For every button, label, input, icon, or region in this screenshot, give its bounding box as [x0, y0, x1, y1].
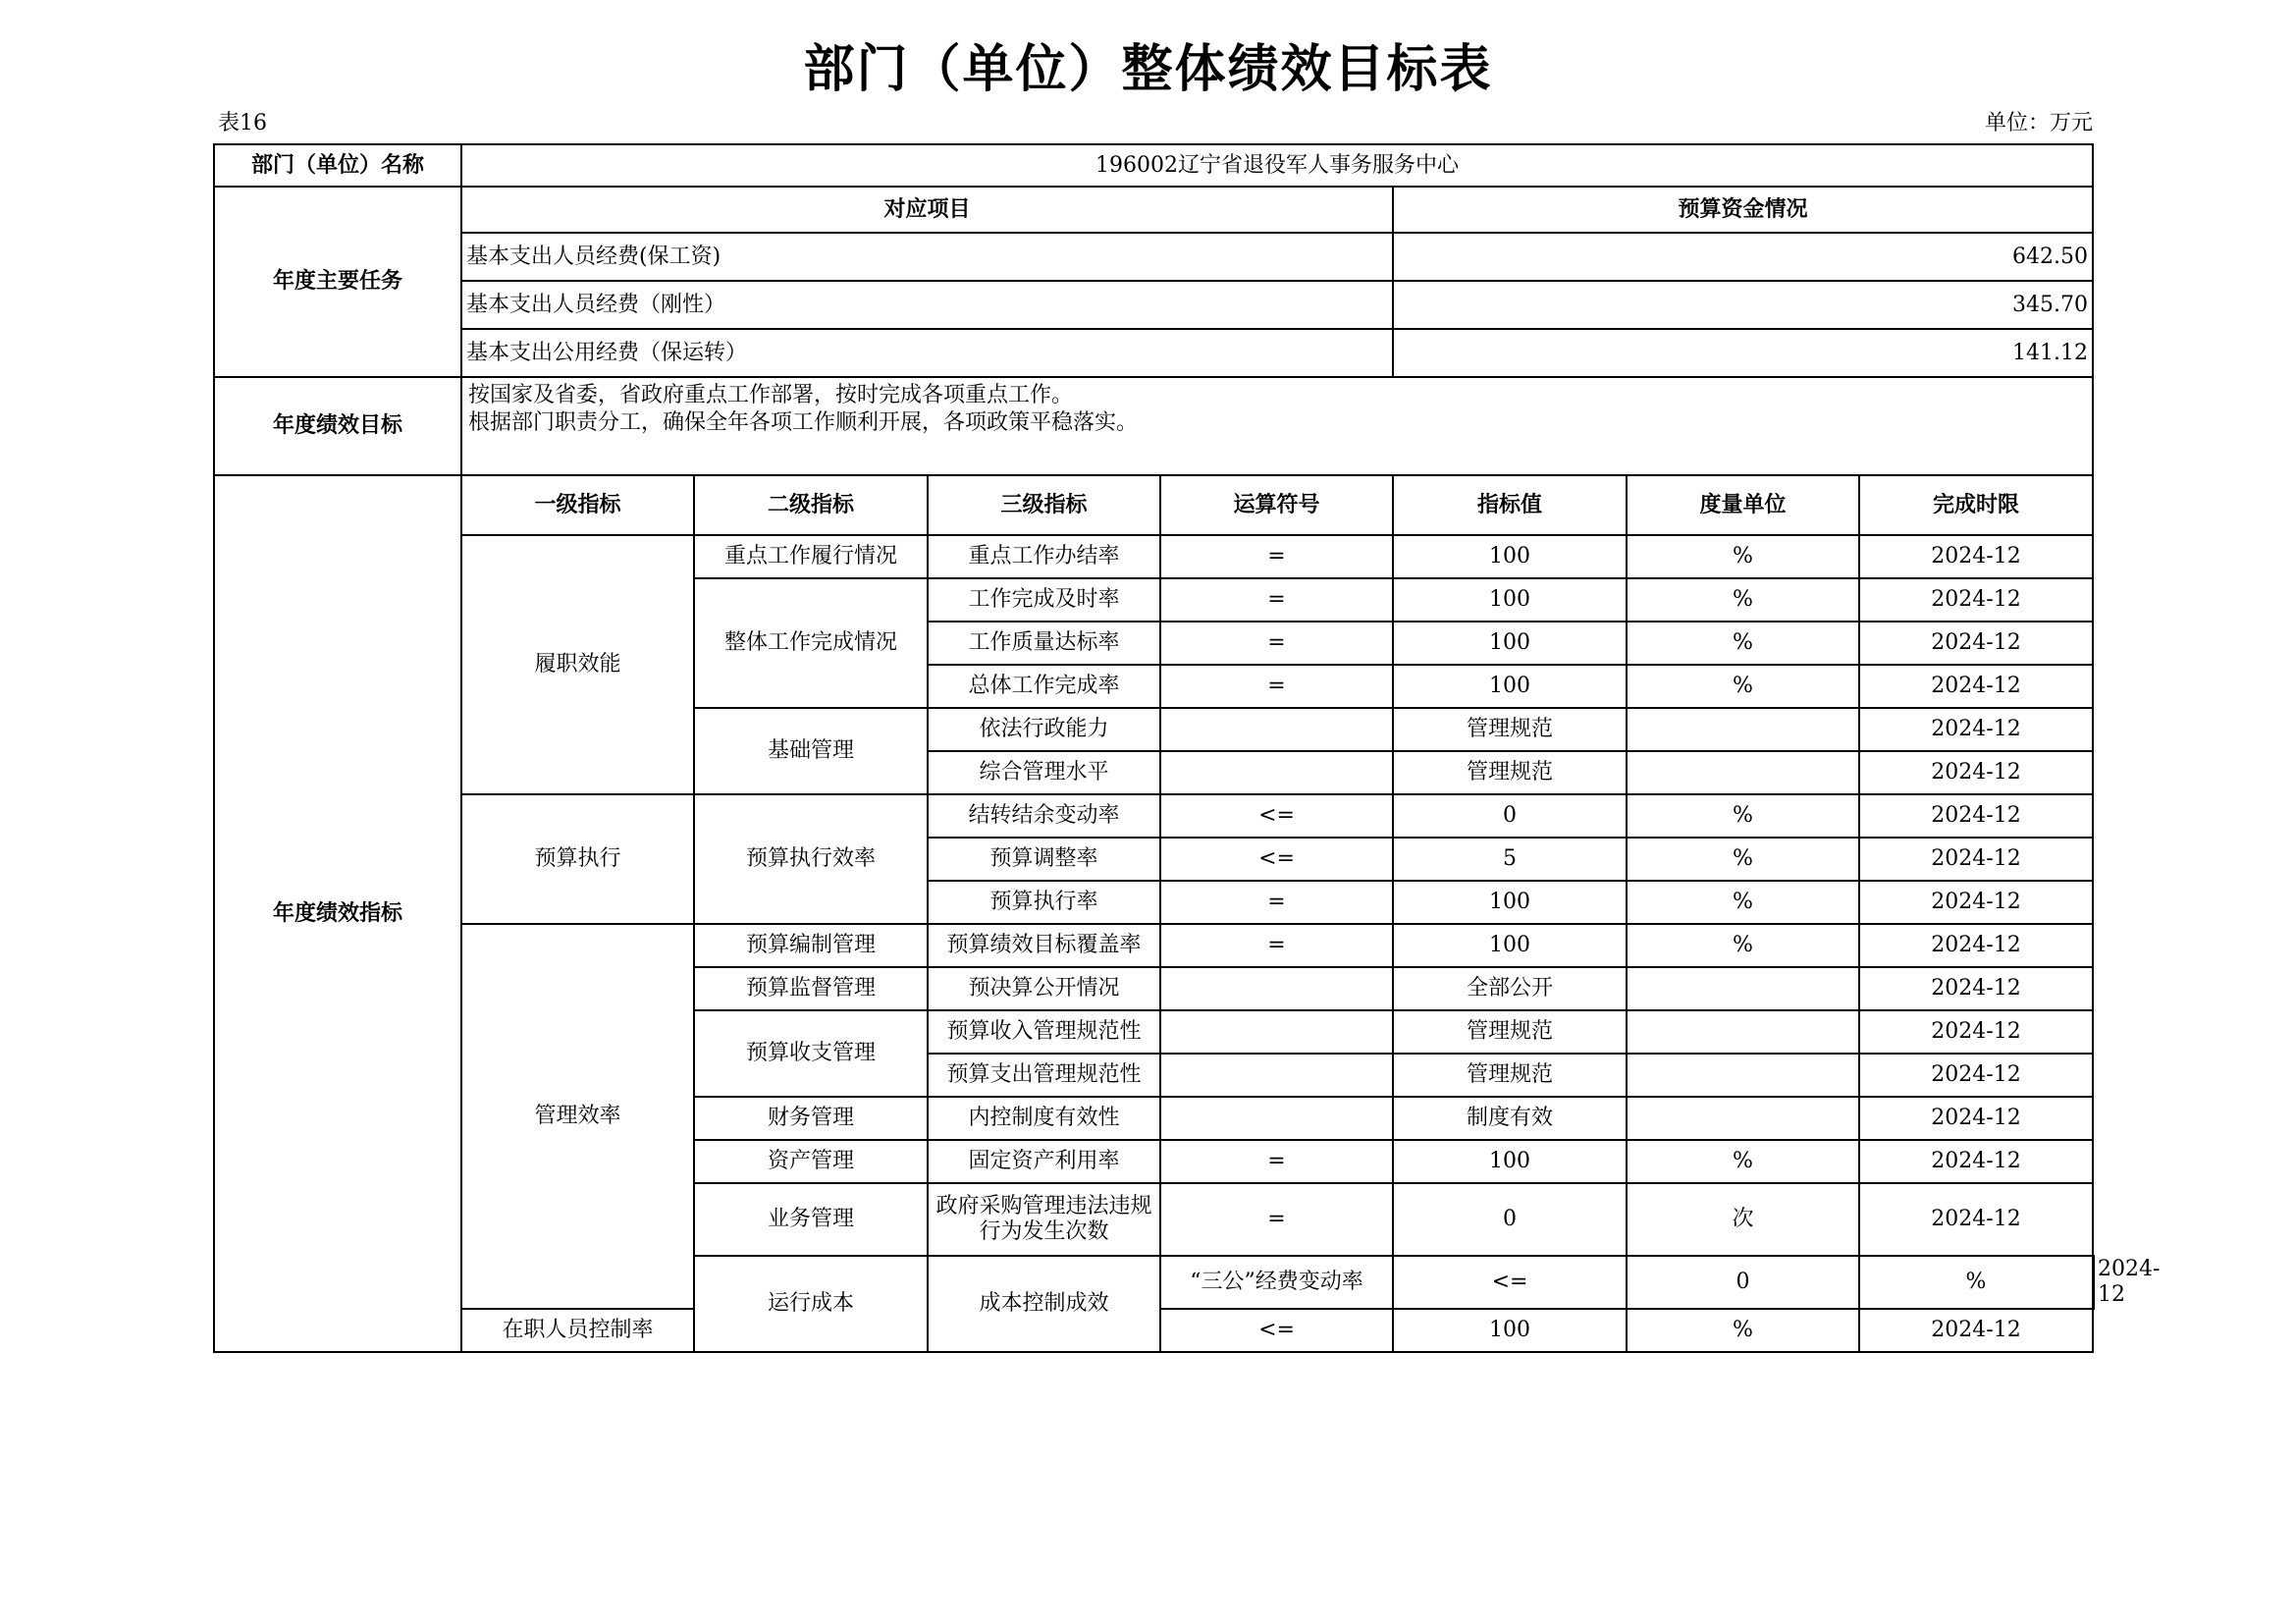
level3-cell: 依法行政能力 [928, 708, 1160, 751]
deadline-cell: 2024-12 [1859, 751, 2093, 794]
deadline-cell: 2024-12 [1859, 622, 2093, 665]
operator-cell [1160, 708, 1393, 751]
level3-cell: 总体工作完成率 [928, 665, 1160, 708]
deadline-cell: 2024-12 [1859, 967, 2093, 1010]
level3-cell: 固定资产利用率 [928, 1140, 1160, 1183]
page-title: 部门（单位）整体绩效目标表 [803, 40, 1493, 99]
task-item: 基本支出公用经费（保运转） [461, 329, 1393, 377]
deadline-cell: 2024-12 [1859, 665, 2093, 708]
value-cell: 100 [1393, 1309, 1627, 1352]
level3-cell: 内控制度有效性 [928, 1097, 1160, 1140]
deadline-cell: 2024-12 [1859, 535, 2093, 578]
task-amount: 141.12 [1393, 329, 2093, 377]
deadline-cell: 2024-12 [1859, 1054, 2093, 1097]
operator-cell: = [1160, 535, 1393, 578]
operator-cell [1160, 1097, 1393, 1140]
deadline-cell: 2024-12 [1859, 838, 2093, 881]
header-unit: 度量单位 [1627, 475, 1859, 535]
col-header-item: 对应项目 [461, 187, 1393, 233]
col-header-budget: 预算资金情况 [1393, 187, 2093, 233]
level3-cell: 预算支出管理规范性 [928, 1054, 1160, 1097]
operator-cell: <= [1160, 794, 1393, 838]
unit-cell: % [1627, 535, 1859, 578]
goal-line: 根据部门职责分工，确保全年各项工作顺利开展，各项政策平稳落实。 [468, 410, 1139, 435]
value-cell: 100 [1393, 622, 1627, 665]
header-operator: 运算符号 [1160, 475, 1393, 535]
level3-cell: 在职人员控制率 [461, 1309, 694, 1352]
value-cell: 全部公开 [1393, 967, 1627, 1010]
level3-cell: 重点工作办结率 [928, 535, 1160, 578]
operator-cell: = [1160, 622, 1393, 665]
value-cell: 管理规范 [1393, 1010, 1627, 1054]
deadline-cell: 2024-12 [1859, 924, 2093, 967]
value-cell: 制度有效 [1393, 1097, 1627, 1140]
dept-name-label: 部门（单位）名称 [214, 144, 461, 187]
unit-cell [1627, 967, 1859, 1010]
unit-cell: % [1627, 794, 1859, 838]
level2-cell: 资产管理 [694, 1140, 928, 1183]
value-cell: 管理规范 [1393, 708, 1627, 751]
level2-cell: 整体工作完成情况 [694, 578, 928, 708]
level2-cell: 业务管理 [694, 1183, 928, 1256]
operator-cell: = [1160, 924, 1393, 967]
value-cell: 0 [1627, 1256, 1859, 1309]
deadline-cell: 2024-12 [1859, 1097, 2093, 1140]
level2-cell: 基础管理 [694, 708, 928, 794]
level3-cell: 结转结余变动率 [928, 794, 1160, 838]
value-cell: 5 [1393, 838, 1627, 881]
level3-cell: 工作质量达标率 [928, 622, 1160, 665]
unit-cell: % [1627, 578, 1859, 622]
task-item: 基本支出人员经费(保工资) [461, 233, 1393, 281]
level2-cell: 重点工作履行情况 [694, 535, 928, 578]
operator-cell [1160, 1010, 1393, 1054]
unit-cell: % [1627, 881, 1859, 924]
value-cell: 管理规范 [1393, 751, 1627, 794]
deadline-cell: 2024-12 [1859, 794, 2093, 838]
value-cell: 0 [1393, 794, 1627, 838]
level3-cell: 预决算公开情况 [928, 967, 1160, 1010]
level1-cell: 预算执行 [461, 794, 694, 924]
deadline-cell: 2024-12 [1859, 1010, 2093, 1054]
level1-cell: 管理效率 [461, 924, 694, 1309]
level3-cell: 预算绩效目标覆盖率 [928, 924, 1160, 967]
unit-cell: % [1627, 622, 1859, 665]
deadline-cell: 2024-12 [1859, 881, 2093, 924]
header-level1: 一级指标 [461, 475, 694, 535]
performance-target-table [213, 143, 2161, 1353]
level2-cell: 预算执行效率 [694, 794, 928, 924]
dept-name-value: 196002辽宁省退役军人事务服务中心 [461, 144, 2093, 187]
operator-cell [1160, 751, 1393, 794]
operator-cell [1160, 967, 1393, 1010]
operator-cell [1160, 1054, 1393, 1097]
level3-cell: 预算收入管理规范性 [928, 1010, 1160, 1054]
unit-cell: % [1627, 1140, 1859, 1183]
value-cell: 100 [1393, 881, 1627, 924]
indicator-row [214, 924, 2094, 967]
unit-cell: % [1627, 924, 1859, 967]
deadline-cell: 2024-12 [1859, 708, 2093, 751]
unit-cell: % [1627, 838, 1859, 881]
unit-cell [1627, 751, 1859, 794]
unit-cell [1627, 1010, 1859, 1054]
value-cell: 100 [1393, 535, 1627, 578]
header-deadline: 完成时限 [1859, 475, 2093, 535]
header-level2: 二级指标 [694, 475, 928, 535]
unit-cell: % [1627, 665, 1859, 708]
task-amount: 345.70 [1393, 281, 2093, 329]
level1-cell: 运行成本 [694, 1256, 928, 1352]
value-cell: 0 [1393, 1183, 1627, 1256]
level2-cell: 预算收支管理 [694, 1010, 928, 1097]
level3-cell: 综合管理水平 [928, 751, 1160, 794]
annual-tasks-label: 年度主要任务 [214, 187, 461, 377]
header-value: 指标值 [1393, 475, 1627, 535]
level2-cell: 预算编制管理 [694, 924, 928, 967]
unit-cell [1627, 1097, 1859, 1140]
unit-cell [1627, 708, 1859, 751]
operator-cell: = [1160, 1183, 1393, 1256]
unit-cell: 次 [1627, 1183, 1859, 1256]
annual-goal-label: 年度绩效目标 [214, 377, 461, 475]
level2-cell: 财务管理 [694, 1097, 928, 1140]
level2-cell: 预算监督管理 [694, 967, 928, 1010]
value-cell: 100 [1393, 924, 1627, 967]
operator-cell: <= [1160, 838, 1393, 881]
level3-cell: 工作完成及时率 [928, 578, 1160, 622]
task-amount: 642.50 [1393, 233, 2093, 281]
operator-cell: = [1160, 1140, 1393, 1183]
goal-line: 按国家及省委，省政府重点工作部署，按时完成各项重点工作。 [468, 383, 1074, 407]
unit-cell [1627, 1054, 1859, 1097]
unit-cell: % [1859, 1256, 2093, 1309]
level1-cell: 履职效能 [461, 535, 694, 794]
value-cell: 100 [1393, 578, 1627, 622]
table-number: 表16 [218, 111, 267, 135]
unit-cell: % [1627, 1309, 1859, 1352]
deadline-cell: 2024-12 [1859, 1309, 2093, 1352]
header-level3: 三级指标 [928, 475, 1160, 535]
level3-cell: 政府采购管理违法违规行为发生次数 [928, 1183, 1160, 1256]
level3-cell: 预算调整率 [928, 838, 1160, 881]
operator-cell: = [1160, 665, 1393, 708]
value-cell: 管理规范 [1393, 1054, 1627, 1097]
level3-cell: “三公”经费变动率 [1160, 1256, 1393, 1309]
level3-cell: 预算执行率 [928, 881, 1160, 924]
level2-cell: 成本控制成效 [928, 1256, 1160, 1352]
annual-goal-text [461, 377, 2093, 475]
task-item: 基本支出人员经费（刚性） [461, 281, 1393, 329]
operator-cell: = [1160, 881, 1393, 924]
deadline-cell: 2024-12 [1859, 578, 2093, 622]
value-cell: 100 [1393, 1140, 1627, 1183]
unit-label: 单位：万元 [1984, 111, 2093, 135]
indicator-row [214, 535, 2094, 578]
deadline-cell: 2024-12 [1859, 1183, 2093, 1256]
operator-cell: = [1160, 578, 1393, 622]
deadline-cell: 2024-12 [2098, 1257, 2161, 1307]
operator-cell: <= [1160, 1309, 1393, 1352]
indicator-row [214, 794, 2094, 838]
operator-cell: <= [1393, 1256, 1627, 1309]
value-cell: 100 [1393, 665, 1627, 708]
deadline-cell: 2024-12 [1859, 1140, 2093, 1183]
annual-indicators-label: 年度绩效指标 [214, 475, 461, 1352]
